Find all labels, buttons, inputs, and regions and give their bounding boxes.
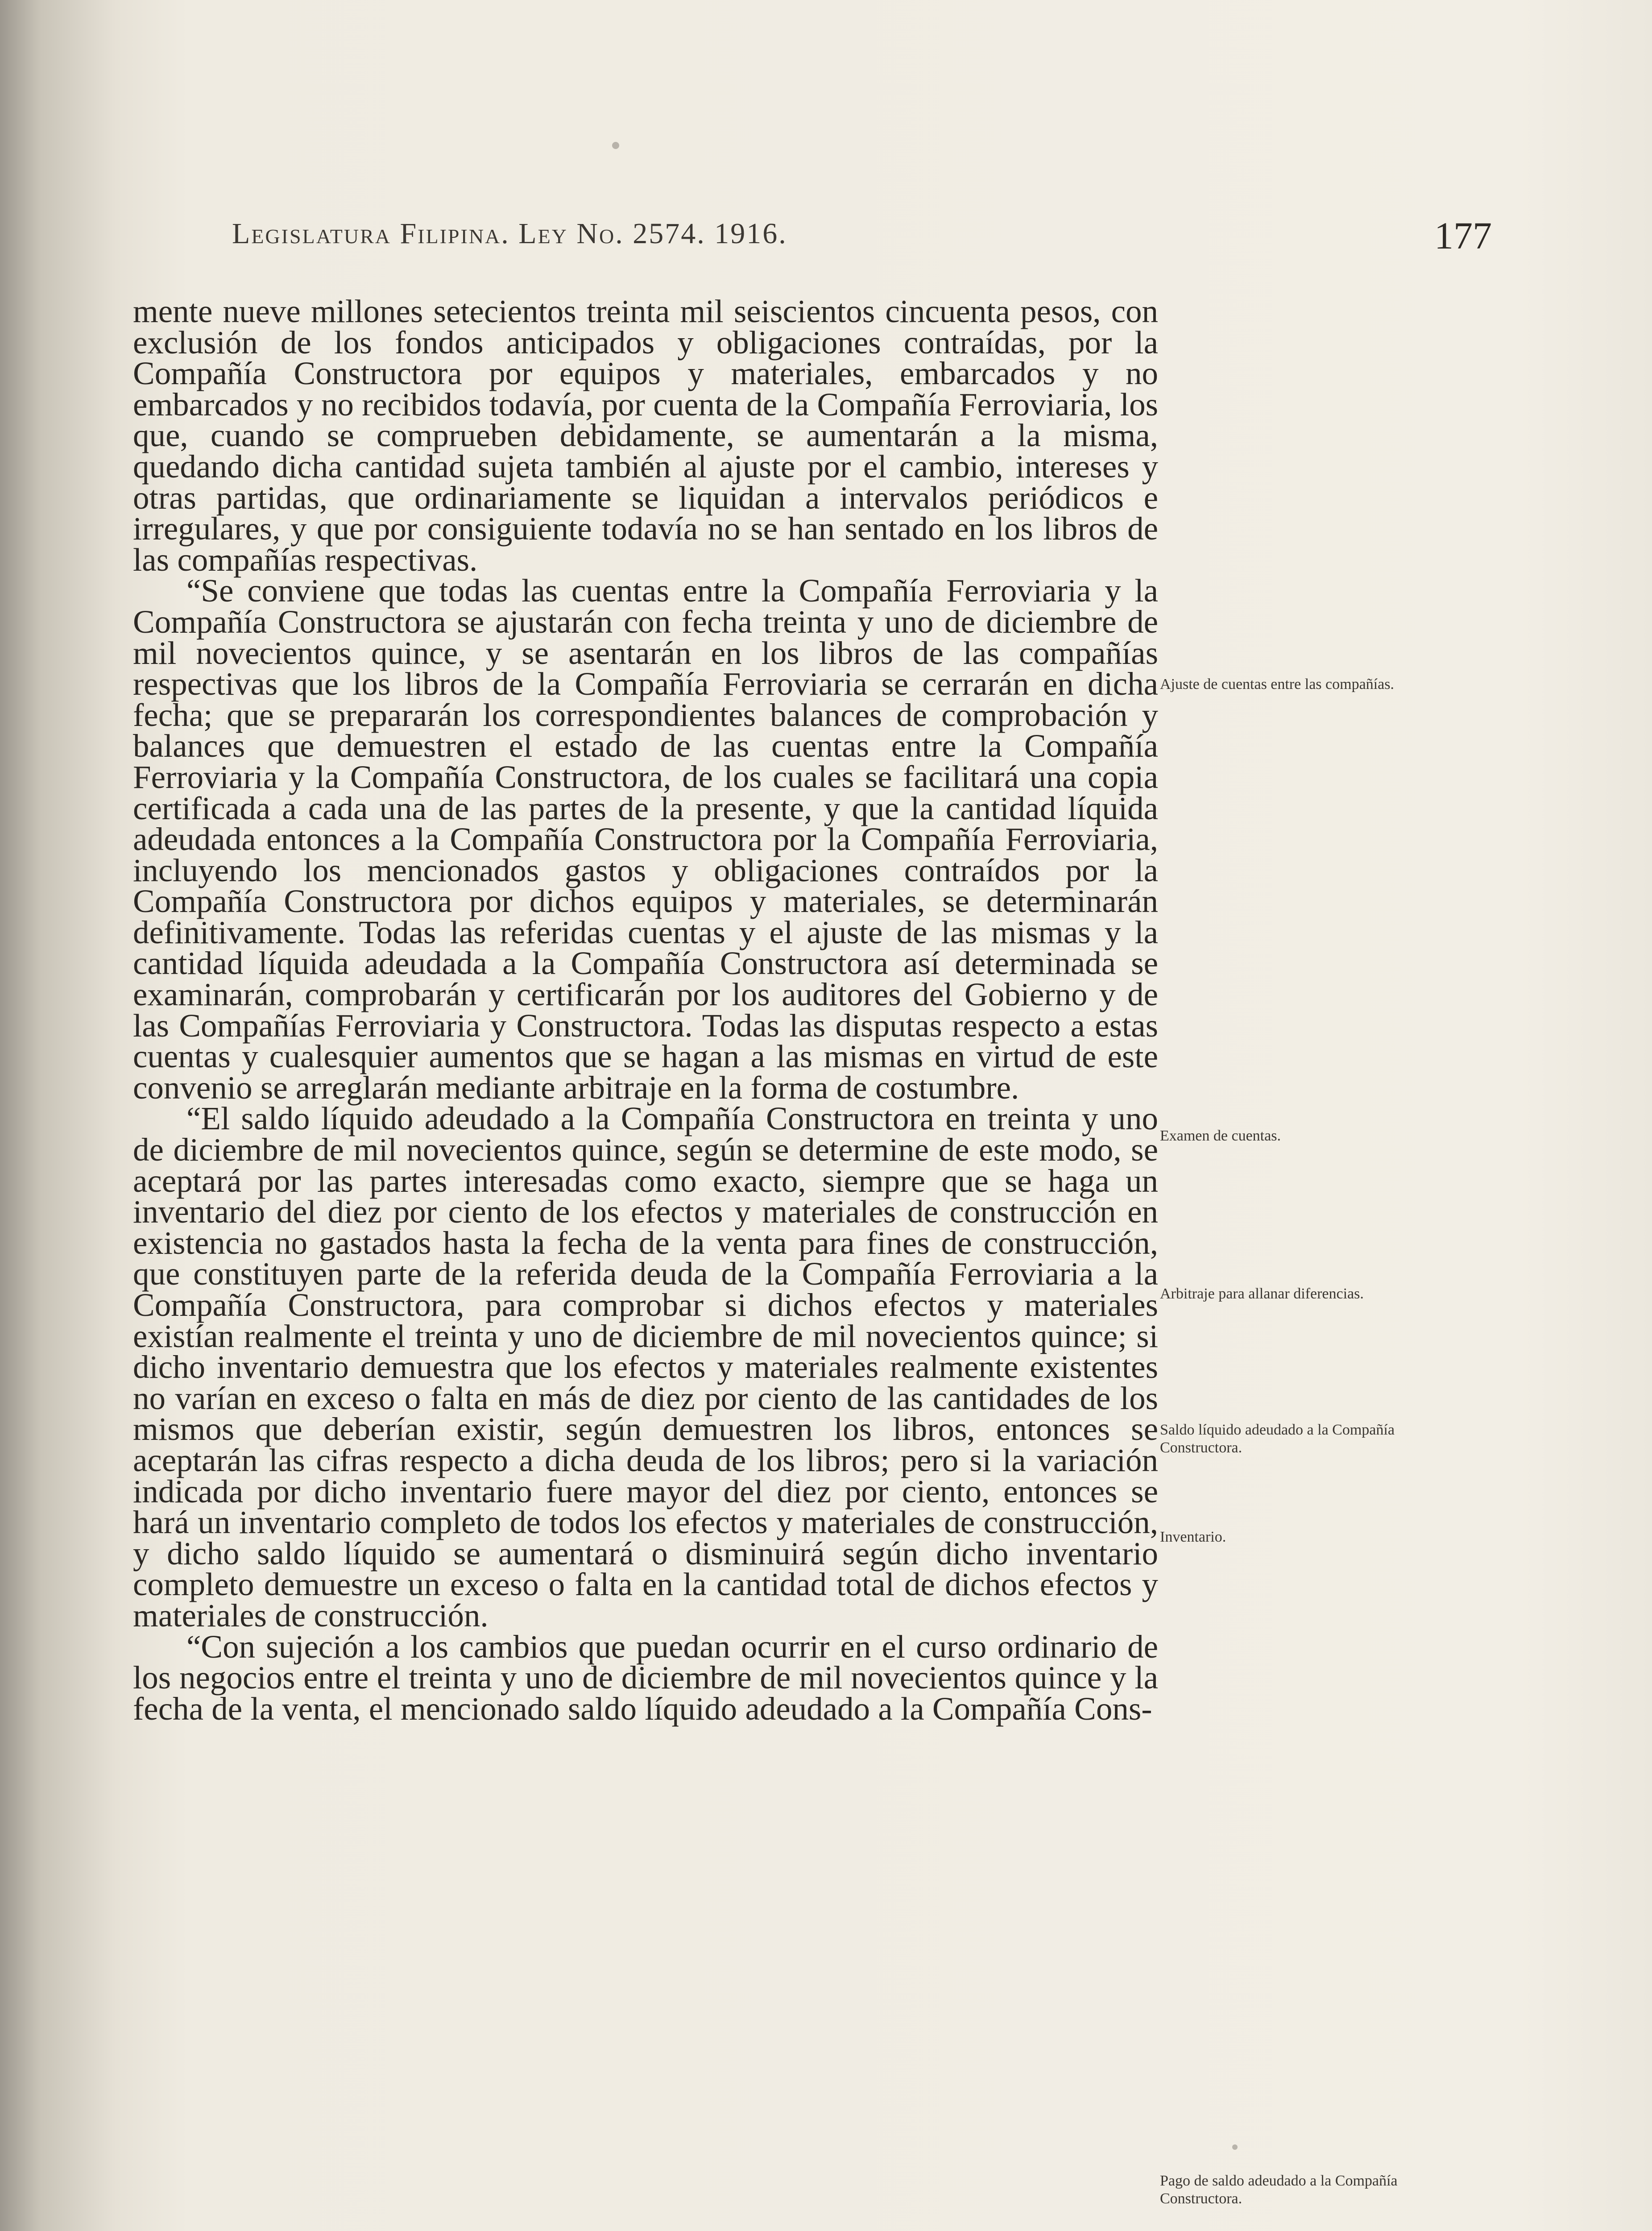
margin-note: Saldo líquido adeudado a la Compañía Constructora. (1160, 1422, 1395, 1456)
page-number: 177 (1434, 214, 1492, 257)
body-text (133, 293, 1158, 1727)
margin-note: Pago de saldo adeudado a la Compañía Constructora. (1160, 2173, 1398, 2207)
running-head: Legislatura Filipina. Ley No. 2574. 1916. (232, 217, 787, 250)
paper-speck (1232, 2144, 1238, 2150)
margin-note: Ajuste de cuentas entre las compañías. (1160, 676, 1394, 693)
paper-speck (612, 142, 619, 149)
margin-note: Inventario. (1160, 1529, 1226, 1545)
paragraph: mente nueve millones setecientos treinta mil seiscientos cincuenta pesos, con exclusión de los fondos anticipados y obligaciones contraídas, por la Compañía Constructora por equipos y materiales, embarcados y no embarcados y no recibidos todavía, por cuenta de la Compañía Ferroviaria, los que, cuando se comprueben debidamente, se aumentarán a la misma, quedando dicha cantidad sujeta también al ajuste por el cambio, intereses y otras partidas, que ordinariamente se liquidan a intervalos periódicos e irregulares, y que por consiguiente todavía no se han sentado en los libros de las compañías respectivas. (133, 293, 1158, 578)
margin-note: Examen de cuentas. (1160, 1128, 1281, 1144)
paragraph: “Con sujeción a los cambios que puedan ocurrir en el curso ordinario de los negocios entre el treinta y uno de diciembre de mil novecientos quince y la fecha de la venta, el mencionado saldo líquido adeudado a la Compañía Cons- (133, 1628, 1158, 1727)
paragraph: “El saldo líquido adeudado a la Compañía Constructora en treinta y uno de diciembre de mil novecientos quince, según se determine de este modo, se aceptará por las partes interesadas como exacto, siempre que se haga un inventario del diez por ciento de los efectos y materiales de construcción en existencia no gastados hasta la fecha de la venta para fines de construcción, que constituyen parte de la referida deuda de la Compañía Ferroviaria a la Compañía Constructora, para comprobar si dichos efectos y materiales existían realmente el treinta y uno de diciembre de mil novecientos quince; si dicho inventario demuestra que los efectos y materiales realmente existentes no varían en exceso o falta en más de diez por ciento de las cantidades de los mismos que deberían existir, según demuestren los libros, entonces se aceptarán las cifras respecto a dicha deuda de los libros; pero si la variación indicada por dicho inventario fuere mayor del diez por ciento, entonces se hará un inventario completo de todos los efectos y materiales de construcción, y dicho saldo líquido se aumentará o disminuirá según dicho inventario completo demuestre un exceso o falta en la cantidad total de dichos efectos y materiales de construcción. (133, 1100, 1158, 1634)
paragraph: “Se conviene que todas las cuentas entre la Compañía Ferroviaria y la Compañía Constructora se ajustarán con fecha treinta y uno de diciembre de mil novecientos quince, y se asentarán en los libros de las compañías respectivas que los libros de la Compañía Ferroviaria se cerrarán en dicha fecha; que se prepararán los correspondientes balances de comprobación y balances que demuestren el estado de las cuentas entre la Compañía Ferroviaria y la Compañía Constructora, de los cuales se facilitará una copia certificada a cada una de las partes de la presente, y que la cantidad líquida adeudada entonces a la Compañía Constructora por la Compañía Ferroviaria, incluyendo los mencionados gastos y obligaciones contraídos por la Compañía Constructora por dichos equipos y materiales, se determinarán definitivamente. Todas las referidas cuentas y el ajuste de las mismas y la cantidad líquida adeudada a la Compañía Constructora así determinada se examinarán, comprobarán y certificarán por los auditores del Gobierno y de las Compañías Ferroviaria y Constructora. Todas las disputas respecto a estas cuentas y cualesquier aumentos que se hagan a las mismas en virtud de este convenio se arreglarán mediante arbitraje en la forma de costumbre. (133, 572, 1158, 1106)
margin-note: Arbitraje para allanar diferencias. (1160, 1286, 1364, 1302)
